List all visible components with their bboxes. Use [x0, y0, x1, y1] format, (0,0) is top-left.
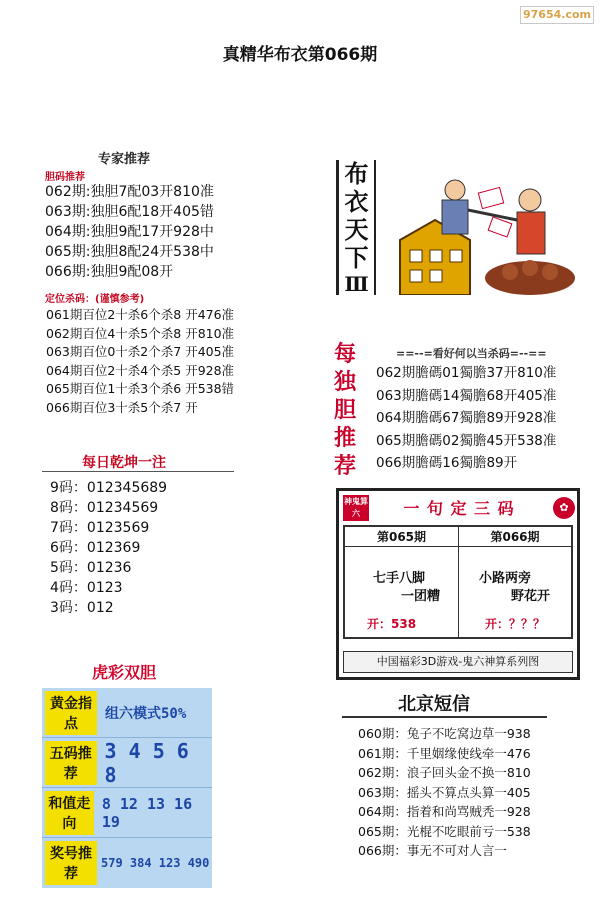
beijing-list [358, 724, 531, 861]
yiju-col1-text2: 一团糟 [401, 589, 441, 604]
buyi-char: 衣 [344, 187, 369, 216]
yiju-emblem-icon: ✿ [553, 497, 575, 519]
dudan-line: 064期膽碼67獨膽89开928准 [376, 410, 557, 426]
dan-line: 066期:独胆9配08开 [45, 264, 174, 280]
daily-line: 5码：01236 [50, 560, 132, 576]
expert-heading: 专家推荐 [98, 152, 151, 167]
buyi-title-column [336, 160, 376, 295]
beijing-rule [342, 716, 547, 718]
pos-line: 063期百位0十杀2个杀7 开405准 [46, 344, 235, 359]
yiju-col1-open: 开：538 [367, 617, 417, 631]
dan-list [45, 182, 214, 282]
yiju-footer: 中国福彩3D游戏-鬼六神算系列图 [343, 651, 573, 673]
dan-line: 065期:独胆8配24开538中 [45, 244, 214, 260]
dan-label: 胆码推荐 [45, 172, 85, 183]
pos-line: 065期百位1十杀3个杀6 开538错 [46, 381, 235, 396]
dudan-line: 062期膽碼01獨膽37开810准 [376, 365, 557, 381]
yiju-badge: 神鬼算六 [343, 495, 369, 521]
dudan-list [376, 362, 556, 475]
dan-line: 064期:独胆9配17开928中 [45, 224, 214, 240]
yiju-table [343, 525, 573, 639]
pos-line: 061期百位2十杀6个杀8 开476准 [46, 307, 235, 322]
dudan-vchar: 推 [333, 425, 356, 451]
yiju-col2-head: 第066期 [458, 527, 571, 547]
daily-line: 8码：01234569 [50, 500, 159, 516]
daily-list [50, 478, 167, 618]
yiju-col1-head: 第065期 [345, 527, 458, 547]
dan-line: 063期:独胆6配18开405错 [45, 204, 214, 220]
yiju-col2-text1: 小路两旁 [479, 571, 532, 586]
beijing-line: 060期：兔子不吃窝边草一938 [358, 726, 531, 741]
tiger-row-label: 五码推荐 [45, 741, 97, 785]
daily-rule [42, 471, 234, 472]
tiger-panel [42, 688, 212, 888]
tiger-row [42, 788, 212, 838]
buyi-char: 天 [344, 215, 369, 244]
beijing-line: 062期：浪子回头金不换一810 [358, 765, 531, 780]
yiju-col2-open: 开：？？？ [485, 617, 546, 631]
buyi-char: 布 [344, 159, 369, 188]
site-watermark: 97654.com [520, 6, 594, 24]
dan-line: 062期:独胆7配03开810准 [45, 184, 214, 200]
dudan-line: 063期膽碼14獨膽68开405准 [376, 387, 557, 404]
tiger-row-label: 黄金指点 [45, 691, 97, 735]
page-title: 真精华布衣第066期 [222, 45, 378, 65]
yiju-panel [336, 488, 580, 680]
pos-list [46, 306, 234, 417]
pos-line: 066期百位3十杀5个杀7 开 [46, 399, 198, 415]
tiger-row [42, 838, 212, 888]
buyi-illustration [380, 160, 578, 295]
beijing-line: 066期：事无不可对人言一 [358, 843, 507, 858]
tiger-row-value: 3 4 5 6 8 [104, 738, 189, 787]
daily-line: 7码：0123569 [50, 520, 150, 536]
dudan-vertical-title [330, 340, 360, 480]
dudan-line: 065期膽碼02獨膽45开538准 [376, 432, 557, 449]
dudan-line: 066期膽碼16獨膽89开 [376, 455, 518, 471]
yiju-banner: 一 句 定 三 码 [403, 499, 515, 518]
yiju-col1-text1: 七手八脚 [373, 571, 426, 586]
daily-line: 3码：012 [50, 600, 114, 616]
daily-heading: 每日乾坤一注 [82, 455, 166, 471]
tiger-heading: 虎彩双胆 [92, 663, 157, 682]
dudan-vchar: 胆 [333, 397, 356, 423]
pos-line: 064期百位2十杀4个杀5 开928准 [46, 362, 235, 378]
dudan-vchar: 荐 [333, 453, 356, 479]
buyi-char: Ⅲ [344, 272, 369, 296]
tiger-row-label: 和值走向 [45, 791, 94, 835]
beijing-line: 064期：指着和尚骂贼秃一928 [358, 804, 531, 819]
tiger-row-value: 组六模式50% [105, 705, 187, 722]
pos-label: 定位杀码：(谨慎参考) [45, 294, 145, 305]
tiger-row [42, 688, 212, 738]
tiger-row [42, 738, 212, 788]
tiger-row-value: 8 12 13 16 19 [101, 794, 193, 831]
buyi-char: 下 [344, 243, 369, 272]
daily-line: 9码：012345689 [50, 480, 168, 496]
dudan-vchar: 每 [333, 341, 356, 367]
beijing-line: 063期：摇头不算点头算一405 [358, 784, 531, 800]
yiju-divider [458, 547, 459, 637]
daily-line: 6码：012369 [50, 540, 141, 556]
yiju-col2-text2: 野花开 [511, 589, 551, 604]
beijing-line: 061期：千里姻缘使线牵一476 [358, 745, 531, 761]
beijing-line: 065期：光棍不吃眼前亏一538 [358, 823, 531, 839]
daily-line: 4码：0123 [50, 580, 123, 596]
tiger-row-label: 奖号推荐 [45, 841, 97, 885]
pos-line: 062期百位4十杀5个杀8 开810准 [46, 325, 235, 341]
beijing-heading: 北京短信 [398, 694, 470, 715]
dudan-heading: ==--=看好何以当杀码=--== [396, 347, 547, 360]
dudan-vchar: 独 [333, 369, 356, 395]
tiger-row-value: 579 384 123 490 [101, 856, 210, 870]
